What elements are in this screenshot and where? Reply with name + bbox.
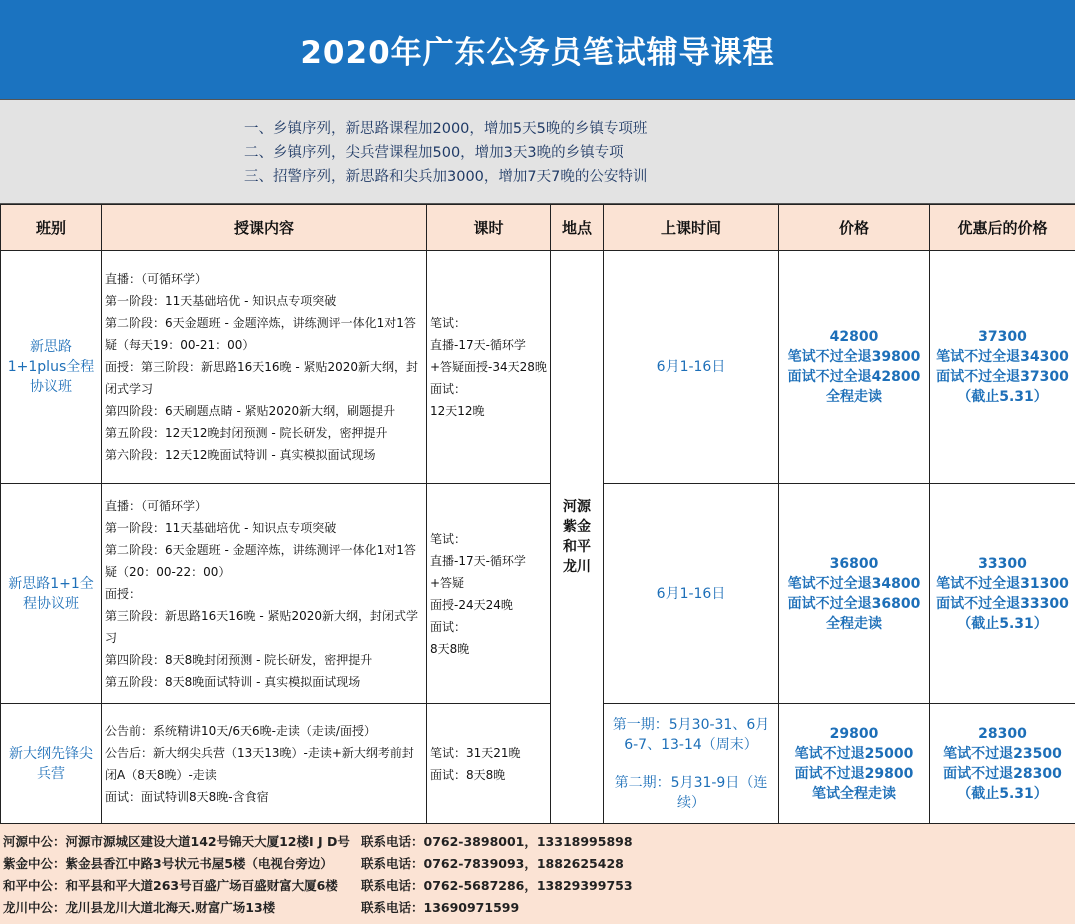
header-location: 地点	[551, 205, 604, 251]
table-header-row	[1, 205, 1075, 251]
class-name: 新思路 1+1plus全程 协议班	[1, 251, 102, 484]
notes-list	[244, 117, 647, 189]
header-discount-price: 优惠后的价格	[930, 205, 1075, 251]
page-title: 2020年广东公务员笔试辅导课程	[0, 0, 1075, 100]
center-address: 紫金中公：紫金县香江中路3号状元书屋5楼（电视台旁边）	[3, 856, 333, 871]
center-address: 和平中公：和平县和平大道263号百盛广场百盛财富大厦6楼	[3, 878, 338, 893]
header-time: 上课时间	[604, 205, 779, 251]
class-time: 第一期：5月30-31、6月6-7、13-14（周末） 第二期：5月31-9日（连续）	[604, 704, 779, 824]
center-phone: 联系电话：0762-5687286，13829399753	[361, 878, 633, 893]
class-time: 6月1-16日	[604, 251, 779, 484]
price-cell: 29800 笔试不过退25000 面试不过退29800 笔试全程走读	[779, 704, 930, 824]
notes-panel	[0, 100, 1075, 204]
contact-row	[3, 854, 624, 872]
contact-footer	[0, 824, 1075, 924]
contact-row	[3, 832, 633, 850]
table-row	[1, 704, 1075, 824]
center-phone: 联系电话：0762-3898001，13318995898	[361, 834, 633, 849]
spacer	[608, 755, 774, 773]
center-phone: 联系电话：13690971599	[361, 900, 520, 915]
price-cell: 42800 笔试不过全退39800 面试不过全退42800 全程走读	[779, 251, 930, 484]
center-address: 河源中公：河源市源城区建设大道142号锦天大厦12楼I J D号	[3, 834, 350, 849]
price-cell: 36800 笔试不过全退34800 面试不过全退36800 全程走读	[779, 484, 930, 704]
header-price: 价格	[779, 205, 930, 251]
table-row	[1, 484, 1075, 704]
header-content: 授课内容	[102, 205, 427, 251]
course-hours: 笔试：31天21晚 面试：8天8晚	[427, 704, 551, 824]
discount-price-cell: 33300 笔试不过全退31300 面试不过全退33300 （截止5.31）	[930, 484, 1075, 704]
center-address: 龙川中公：龙川县龙川大道北海天.财富广场13楼	[3, 900, 276, 915]
contact-row	[3, 876, 633, 894]
class-time: 6月1-16日	[604, 484, 779, 704]
discount-price-cell: 37300 笔试不过全退34300 面试不过全退37300 （截止5.31）	[930, 251, 1075, 484]
center-phone: 联系电话：0762-7839093，1882625428	[361, 856, 624, 871]
course-content: 直播：（可循环学） 第一阶段：11天基础培优 - 知识点专项突破 第二阶段：6天金题班 - 金题淬炼，讲练测评一体化1对1答疑（20：00-22：00） 面授： 第三阶段：新思路16天16晚 - 紧贴2020新大纲，封闭式学习 第四阶段：8天8晚封闭预测 - 院长研发，密押提升 第五阶段：8天8晚面试特训 - 真实模拟面试现场	[102, 484, 427, 704]
course-content: 直播：（可循环学） 第一阶段：11天基础培优 - 知识点专项突破 第二阶段：6天金题班 - 金题淬炼，讲练测评一体化1对1答疑（每天19：00-21：00） 面授：第三阶段：新思路16天16晚 - 紧贴2020新大纲，封闭式学习 第四阶段：6天刷题点睛 - 紧贴2020新大纲，刷题提升 第五阶段：12天12晚封闭预测 - 院长研发，密押提升 第六阶段：12天12晚面试特训 - 真实模拟面试现场	[102, 251, 427, 484]
note-1: 一、乡镇序列，新思路课程加2000，增加5天5晚的乡镇专项班	[244, 121, 648, 137]
location-cell: 河源 紫金 和平 龙川	[551, 251, 604, 824]
table-row	[1, 251, 1075, 484]
course-hours: 笔试： 直播-17天-循环学+答疑 面授-24天24晚 面试： 8天8晚	[427, 484, 551, 704]
header-class: 班别	[1, 205, 102, 251]
course-table	[0, 204, 1075, 824]
course-hours: 笔试： 直播-17天-循环学+答疑面授-34天28晚 面试： 12天12晚	[427, 251, 551, 484]
note-3: 三、招警序列，新思路和尖兵加3000，增加7天7晚的公安特训	[244, 169, 648, 185]
note-2: 二、乡镇序列，尖兵营课程加500，增加3天3晚的乡镇专项	[244, 145, 624, 161]
header-hours: 课时	[427, 205, 551, 251]
class-name: 新思路1+1全 程协议班	[1, 484, 102, 704]
class-name: 新大纲先锋尖 兵营	[1, 704, 102, 824]
discount-price-cell: 28300 笔试不过退23500 面试不过退28300 （截止5.31）	[930, 704, 1075, 824]
course-content: 公告前：系统精讲10天/6天6晚-走读（走读/面授） 公告后：新大纲尖兵营（13天13晚）-走读+新大纲考前封闭A（8天8晚）-走读 面试：面试特训8天8晚-含食宿	[102, 704, 427, 824]
contact-row	[3, 898, 520, 916]
